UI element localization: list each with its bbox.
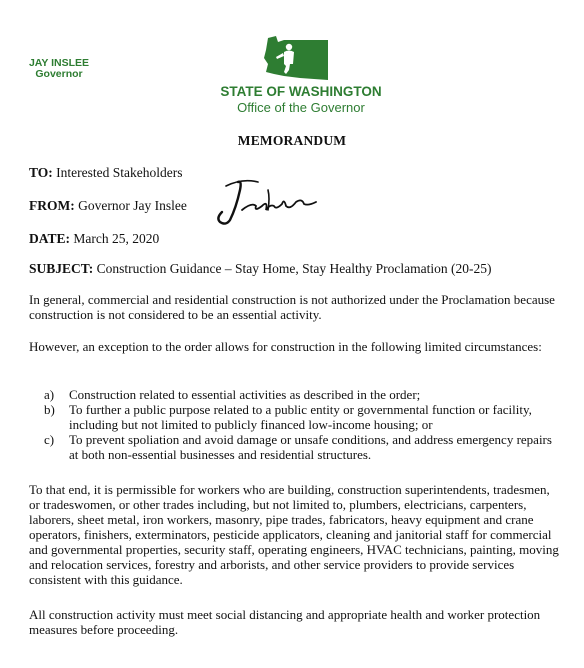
washington-map-icon — [262, 34, 332, 82]
subject-value: Construction Guidance – Stay Home, Stay Healthy Proclamation (20-25) — [96, 261, 492, 276]
list-marker: c) — [44, 432, 55, 447]
list-marker: a) — [44, 387, 55, 402]
list-item — [44, 402, 562, 432]
to-label: TO: — [29, 165, 53, 180]
washington-state-logo — [262, 34, 332, 82]
date-line — [29, 231, 159, 247]
state-title: STATE OF WASHINGTON — [220, 84, 382, 99]
list-item — [44, 432, 562, 462]
subject-label: SUBJECT: — [29, 261, 94, 276]
paragraph-1: In general, commercial and residential construction is not authorized under the Proclamation because construction is not considered to be an essential activity. — [29, 292, 555, 322]
list-text: To prevent spoliation and avoid damage or unsafe conditions, and address emergency repairs at both non-essential businesses and residential structures. — [69, 432, 552, 462]
date-value: March 25, 2020 — [73, 231, 160, 246]
to-value: Interested Stakeholders — [56, 165, 183, 180]
from-label: FROM: — [29, 198, 75, 213]
signature — [212, 176, 322, 228]
governor-title: Governor — [35, 68, 83, 80]
date-label: DATE: — [29, 231, 71, 246]
to-line — [29, 165, 182, 181]
governor-name: JAY INSLEE — [28, 57, 90, 69]
list-text: Construction related to essential activities as described in the order; — [69, 387, 421, 402]
signature-icon — [212, 176, 322, 228]
paragraph-4: All construction activity must meet social distancing and appropriate health and worker protection measures before proceeding. — [29, 607, 541, 637]
from-value: Governor Jay Inslee — [78, 198, 187, 213]
paragraph-3: To that end, it is permissible for workers who are building, construction superintendents, tradesmen, or tradeswomen, or other trades including, but not limited to, plumbers, electricians, carpenters, laborers, sheet metal, iron workers, masonry, pipe trades, fabricators, heavy equipment and crane operators, finishers, exterminators, pesticide applicators, cleaning and janitorial staff for commercial and governmental properties, security staff, operating engineers, HVAC technicians, painting, moving and relocation services, forestry and arborists, and other service providers to provide services consistent with this guidance. — [29, 482, 559, 587]
memo-title: MEMORANDUM — [237, 133, 347, 148]
governor-name-block — [26, 58, 92, 80]
from-line — [29, 198, 187, 214]
list-item — [44, 387, 562, 402]
office-title: Office of the Governor — [237, 100, 365, 115]
list-text: To further a public purpose related to a public entity or governmental function or facility, including but not limited to publicly financed low-income housing; or — [69, 402, 532, 432]
list-marker: b) — [44, 402, 55, 417]
paragraph-2: However, an exception to the order allows for construction in the following limited circumstances: — [29, 339, 542, 354]
circumstances-list — [44, 387, 562, 462]
subject-line — [29, 261, 491, 277]
